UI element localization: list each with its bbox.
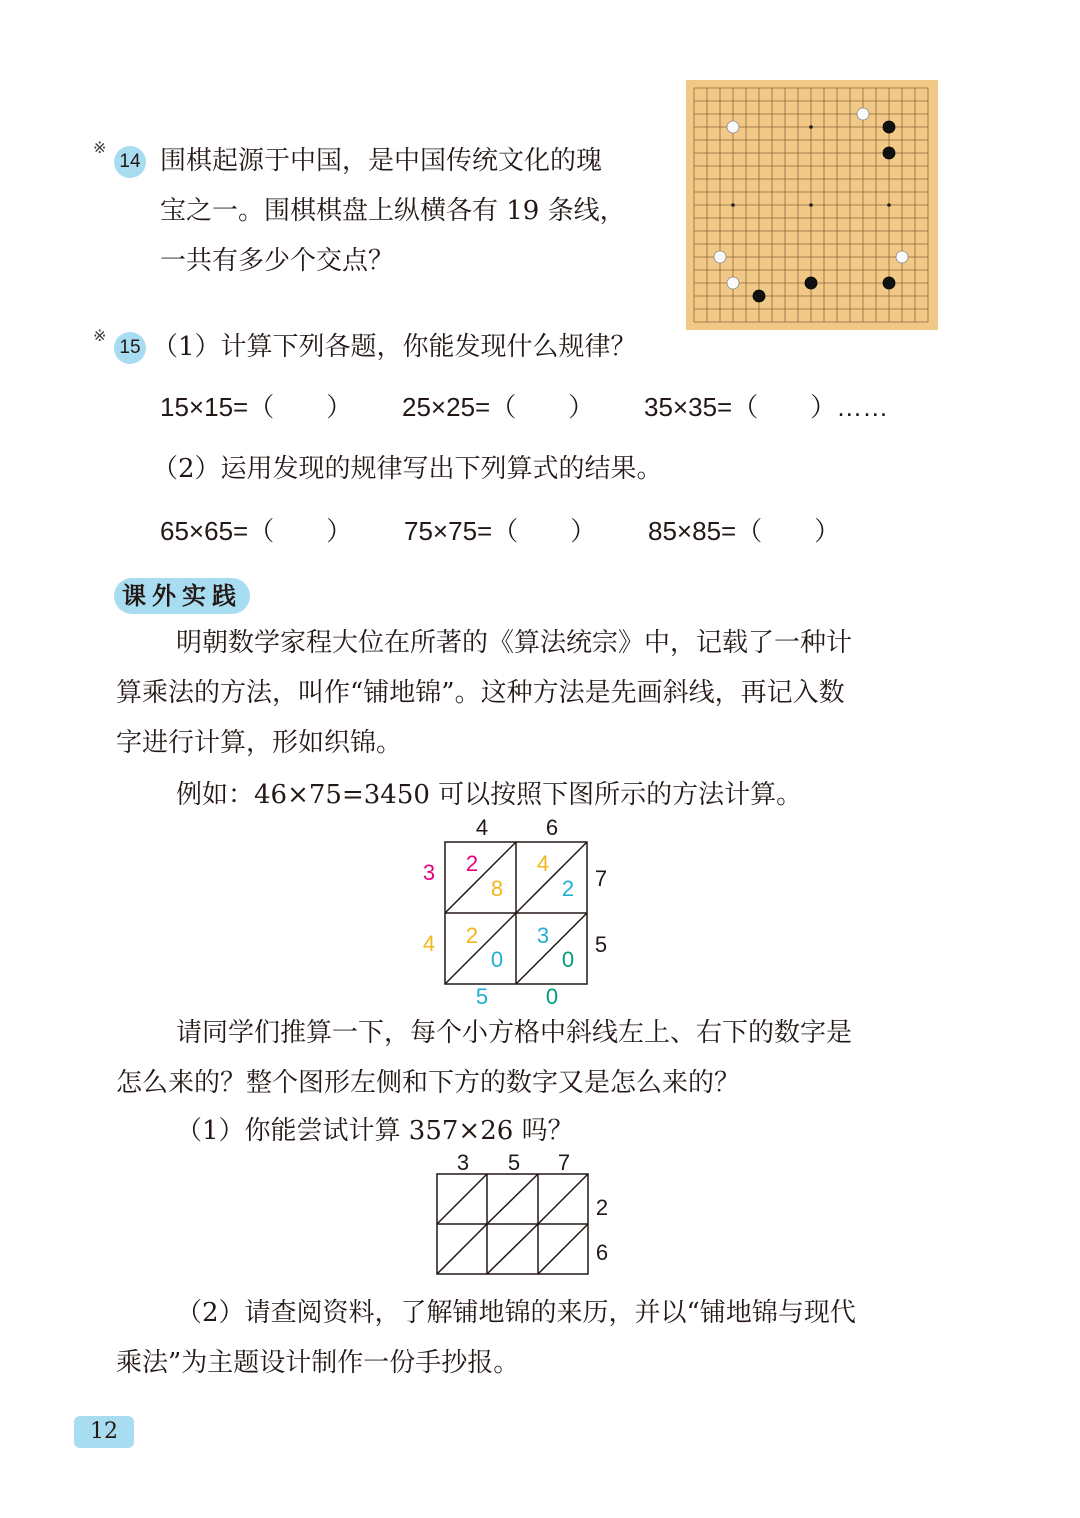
black-stone bbox=[883, 147, 895, 159]
black-stone bbox=[883, 277, 895, 289]
lattice1-cell-digit: 4 bbox=[536, 851, 550, 876]
practice-para1-line1: 明朝数学家程大位在所著的《算法统宗》中，记载了一种计 bbox=[176, 628, 853, 658]
lattice2-top-digit: 3 bbox=[456, 1150, 470, 1175]
lattice1-left-digit: 3 bbox=[422, 860, 436, 885]
lattice1-cell-digit: 0 bbox=[561, 947, 575, 972]
q15-expr-6: 85×85=（ ） bbox=[648, 516, 841, 546]
lattice2-top-digit: 5 bbox=[507, 1150, 521, 1175]
black-stone bbox=[883, 121, 895, 133]
lattice1-right-digit: 5 bbox=[594, 932, 608, 957]
lattice1-right-digit: 7 bbox=[594, 866, 608, 891]
practice-part2-line1: （2）请查阅资料，了解铺地锦的来历，并以“铺地锦与现代 bbox=[176, 1298, 856, 1328]
lattice1-left-digit: 4 bbox=[422, 931, 436, 956]
lattice1-bottom-digit: 5 bbox=[475, 984, 489, 1009]
page-number: 12 bbox=[74, 1416, 134, 1448]
lattice1-cell-digit: 8 bbox=[490, 876, 504, 901]
lattice2-top-digit: 7 bbox=[557, 1150, 571, 1175]
lattice1-cell-digit: 3 bbox=[536, 923, 550, 948]
practice-para1-line3: 字进行计算，形如织锦。 bbox=[116, 728, 403, 758]
question-number-14: 14 bbox=[114, 146, 146, 178]
practice-para1-line2: 算乘法的方法，叫作“铺地锦”。这种方法是先画斜线，再记入数 bbox=[116, 678, 845, 708]
go-board-image bbox=[686, 80, 938, 330]
q14-line-3: 一共有多少个交点？ bbox=[160, 246, 395, 276]
lattice-diagram-46x75 bbox=[410, 812, 620, 1012]
black-stone bbox=[805, 277, 817, 289]
practice-para2-line2: 怎么来的？整个图形左侧和下方的数字又是怎么来的？ bbox=[116, 1068, 741, 1098]
star-point bbox=[731, 203, 735, 207]
white-stone bbox=[727, 121, 739, 133]
practice-para2-line1: 请同学们推算一下，每个小方格中斜线左上、右下的数字是 bbox=[176, 1018, 853, 1048]
lattice1-cell-digit: 2 bbox=[465, 851, 479, 876]
lattice1-cell-digit: 2 bbox=[561, 876, 575, 901]
star-point bbox=[809, 125, 813, 129]
q15-part2: （2）运用发现的规律写出下列算式的结果。 bbox=[152, 454, 663, 484]
lattice1-bottom-digit: 0 bbox=[545, 984, 559, 1009]
practice-part1: （1）你能尝试计算 357×26 吗？ bbox=[176, 1116, 574, 1146]
white-stone bbox=[714, 251, 726, 263]
q15-expr-2: 25×25=（ ） bbox=[402, 392, 595, 422]
q15-expr-5: 75×75=（ ） bbox=[404, 516, 597, 546]
q15-part1: （1）计算下列各题，你能发现什么规律？ bbox=[152, 332, 637, 362]
q14-line-2: 宝之一。围棋棋盘上纵横各有 19 条线， bbox=[160, 196, 626, 226]
lattice2-right-digit: 2 bbox=[595, 1195, 609, 1220]
white-stone bbox=[727, 277, 739, 289]
lattice1-top-digit: 4 bbox=[475, 815, 489, 840]
section-title: 课外实践 bbox=[114, 578, 250, 614]
star-point bbox=[887, 203, 891, 207]
optional-mark: ※ bbox=[93, 326, 107, 345]
lattice-diagram-357x26 bbox=[430, 1146, 620, 1276]
star-point bbox=[809, 203, 813, 207]
lattice1-cell-digit: 0 bbox=[490, 947, 504, 972]
practice-part2-line2: 乘法”为主题设计制作一份手抄报。 bbox=[116, 1348, 520, 1378]
practice-example: 例如：46×75=3450 可以按照下图所示的方法计算。 bbox=[176, 780, 803, 810]
lattice1-top-digit: 6 bbox=[545, 815, 559, 840]
q14-line-1: 围棋起源于中国，是中国传统文化的瑰 bbox=[160, 146, 603, 176]
white-stone bbox=[857, 108, 869, 120]
q15-expr-4: 65×65=（ ） bbox=[160, 516, 353, 546]
lattice2-right-digit: 6 bbox=[595, 1240, 609, 1265]
q15-expr-1: 15×15=（ ） bbox=[160, 392, 353, 422]
white-stone bbox=[896, 251, 908, 263]
q15-expr-3: 35×35=（ ）…… bbox=[644, 392, 889, 422]
optional-mark: ※ bbox=[93, 138, 107, 157]
black-stone bbox=[753, 290, 765, 302]
question-number-15: 15 bbox=[114, 332, 146, 364]
lattice1-cell-digit: 2 bbox=[465, 923, 479, 948]
